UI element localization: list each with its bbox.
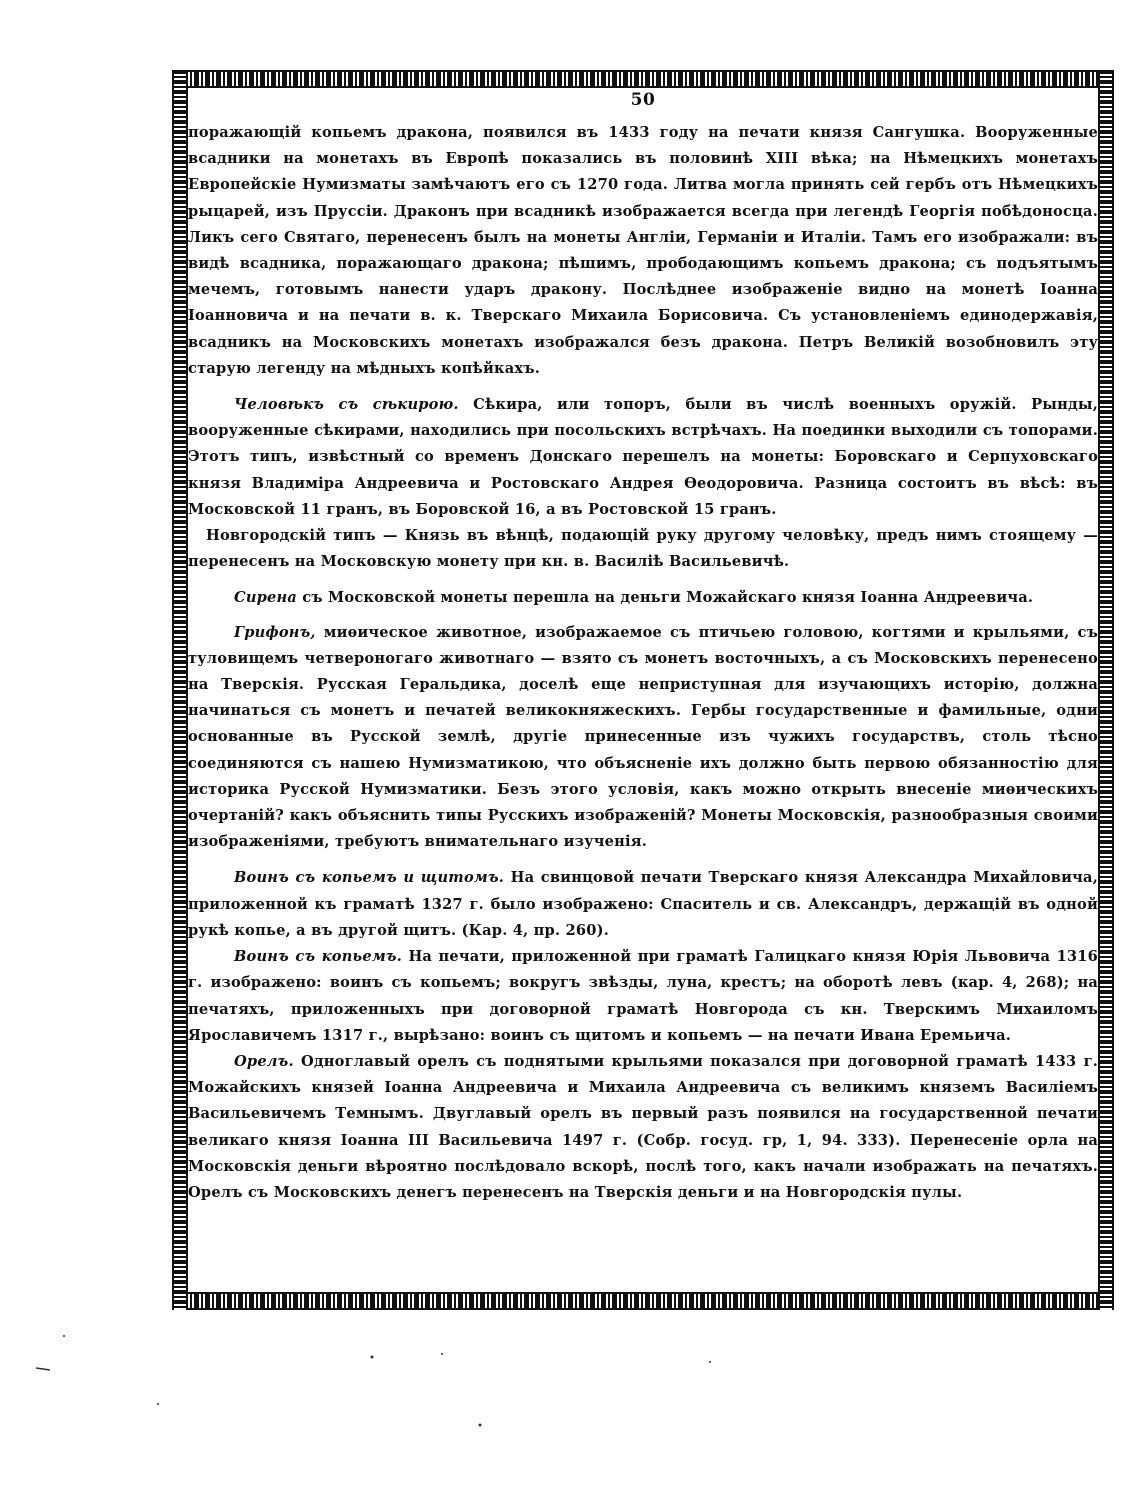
paragraph-text: съ Московской монеты перешла на деньги Можайскаго князя Іоанна Андреевича. [302,589,1034,607]
paragraph-text: Новгородскій типъ — Князь въ вѣнцѣ, подающій руку другому человѣку, предъ нимъ стоящему — перенесенъ на Московскую монету при кн. в. Василіѣ Васильевичѣ. [188,527,1098,571]
paragraph-term: Человѣкъ съ сѣкирою. [234,396,459,414]
paragraph-term: Воинъ съ копьемъ. [234,948,402,966]
ornamental-border-top [172,70,1114,88]
page-number: 50 [630,90,656,110]
paragraph-text: поражающій копьемъ дракона, появился въ 1433 году на печати князя Сангушка. Вооруженные всадники на монетахъ въ Европѣ показались въ половинѣ XIII вѣка; на Нѣмецкихъ монетахъ Европейскіе Нумизматы замѣчаютъ его съ 1270 года. Литва могла принять сей гербъ отъ Нѣмецкихъ рыцарей, изъ Пруссіи. Драконъ при всадникѣ изображается всегда при легендѣ Георгія побѣдоносца. Ликъ сего Святаго, перенесенъ былъ на монеты Англіи, Германіи и Италіи. Тамъ его изображали: въ видѣ всадника, поражающаго дракона; пѣшимъ, прободающимъ копьемъ дракона; съ подъятымъ мечемъ, готовымъ нанести ударъ дракону. Послѣднее изображеніе видно на монетѣ Іоанна Іоанновича и на печати в. к. Тверскаго Михаила Борисовича. Съ установленіемъ единодержавія, всадникъ на Московскихъ монетахъ изображался безъ дракона. Петръ Великій возобновилъ эту старую легенду на мѣдныхъ копѣйкахъ. [188,124,1098,377]
paragraph-text: На свинцовой печати Тверскаго князя Александра Михайловича, приложенной къ граматѣ 1327 г. было изображено: Спаситель и св. Александръ, держащій въ одной рукѣ копье, а въ другой щитъ. (Кар. 4, пр. 260). [188,869,1098,939]
paragraph [188,865,1098,944]
paragraph-text: Сѣкира, или топоръ, были въ числѣ военныхъ оружій. Рынды, вооруженные сѣкирами, находились при посольскихъ встрѣчахъ. На поединки выходили съ топорами. Этотъ типъ, извѣстный со временъ Донскаго перешелъ на монеты: Боровскаго и Серпуховскаго князя Владиміра Андреевича и Ростовскаго Андрея Ѳеодоровича. Разница состоитъ въ вѣсѣ: въ Московской 11 гранъ, въ Боровской 16, а въ Ростовской 15 гранъ. [188,396,1098,518]
paragraph-term: Воинъ съ копьемъ и щитомъ. [234,869,505,887]
paragraph [188,523,1098,575]
paragraph-text: Одноглавый орелъ съ поднятыми крыльями показался при договорной граматѣ 1433 г. Можайскихъ князей Іоанна Андреевича и Михаила Андреевича съ великимъ княземъ Василіемъ Васильевичемъ Темнымъ. Двуглавый орелъ въ первый разъ появился на государственной печати великаго князя Іоанна III Васильевича 1497 г. (Собр. госуд. гр, 1, 94. 333). Перенесеніе орла на Московскія деньги вѣроятно послѣдовало вскорѣ, послѣ того, какъ начали изображать на печатяхъ. Орелъ съ Московскихъ денегъ перенесенъ на Тверскія деньги и на Новгородскія пулы. [188,1052,1098,1201]
paragraph-term: Сирена [234,589,298,607]
paragraph [188,1049,1098,1206]
paragraph [188,585,1098,611]
paragraph [188,120,1098,382]
ornamental-border-bottom [172,1292,1114,1310]
paragraph-term: Орелъ. [234,1052,294,1070]
paragraph-text: На печати, приложенной при граматѣ Галицкаго князя Юрія Львовича 1316 г. изображено: воинъ съ копьемъ; вокругъ звѣзды, луна, крестъ; на оборотѣ левъ (кар. 4, 268); на печатяхъ, приложенныхъ при договорной граматѣ Новгорода съ кн. Тверскимъ Михаиломъ Ярославичемъ 1317 г., вырѣзано: воинъ съ щитомъ и копьемъ — на печати Ивана Еремьича. [188,948,1098,1044]
paragraph-text: миѳическое животное, изображаемое съ птичьею головою, когтями и крыльями, съ туловищемъ четвероногаго животнаго — взято съ монетъ восточныхъ, а съ Московскихъ перенесено на Тверскія. Русская Геральдика, доселѣ еще неприступная для изучающихъ исторію, должна начинаться съ монетъ и печатей великокняжескихъ. Гербы государственные и фамильные, одни основанные въ Русской землѣ, другіе принесенные изъ чужихъ государствъ, столь тѣсно соединяются съ нашею Нумизматикою, что объясненіе ихъ должно быть первою обязанностію для историка Русской Нумизматики. Безъ этого условія, какъ можно открыть внесеніе миѳическихъ очертаній? какъ объяснить типы Русскихъ изображеній? Монеты Московскія, разнообразныя своими изображеніями, требуютъ внимательнаго изученія. [188,623,1098,851]
paragraph [188,620,1098,856]
body-text [188,120,1098,1206]
ornamental-border-right [1098,70,1114,1310]
paragraph-term: Грифонъ, [234,623,316,641]
paragraph [188,392,1098,523]
ornamental-border-left [172,70,188,1310]
page-frame [172,70,1114,1310]
paragraph [188,944,1098,1049]
